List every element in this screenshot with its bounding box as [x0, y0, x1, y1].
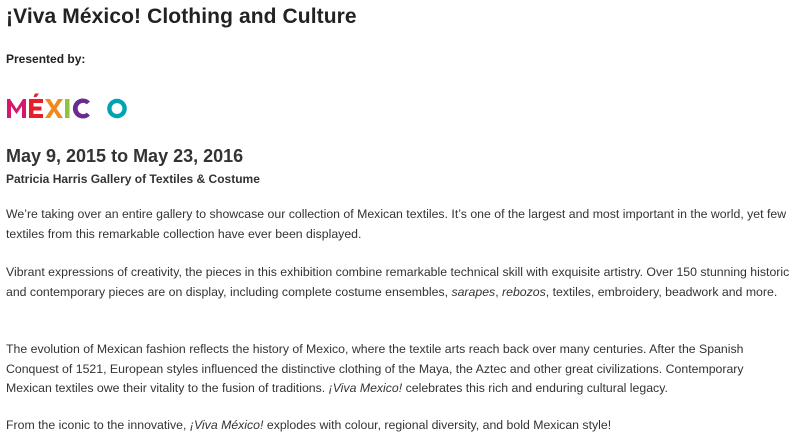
- exhibition-dates: May 9, 2015 to May 23, 2016: [6, 146, 244, 166]
- presented-by-label: Presented by:: [6, 52, 86, 66]
- logo-letter-m: [7, 99, 26, 118]
- description-text: Vibrant expressions of creativity, the pieces in this exhibition combine remarkable technical skill with exquisite artistry. Over 150 stunning historic and contemporary pieces are on display, including complete costume ensembles,: [6, 265, 790, 299]
- logo-letter-i: [65, 99, 70, 118]
- page-title: ¡Viva México! Clothing and Culture: [6, 5, 357, 28]
- sarapes-term: sarapes: [451, 284, 496, 299]
- exhibition-venue: Patricia Harris Gallery of Textiles & Costume: [6, 172, 260, 186]
- logo-letter-o: [109, 101, 124, 116]
- mexico-tourism-logo[interactable]: [6, 92, 128, 120]
- viva-mexico-title-closing: ¡Viva México!: [189, 418, 264, 432]
- logo-letter-e: [29, 99, 43, 118]
- history-text: The evolution of Mexican fashion reflects the history of Mexico, where the textile arts reach back over many centuries. After the Spanish Conquest of 1521, European styles influenced the distinctive clothing of the Maya, the Aztec and other great civilizations. Contemporary Mexican textiles owe their vitality to the fusion of traditions.: [6, 342, 744, 395]
- closing-text: From the iconic to the innovative,: [6, 418, 190, 432]
- description-text-end: , textiles, embroidery, beadwork and more.: [545, 284, 778, 299]
- history-text-end: celebrates this rich and enduring cultural legacy.: [402, 381, 668, 395]
- rebozos-term: rebozos: [502, 284, 546, 299]
- intro-paragraph: We’re taking over an entire gallery to showcase our collection of Mexican textiles. It’s one of the largest and most important in the world, yet few textiles from this remarkable collection have ever been displayed.: [6, 207, 787, 241]
- history-paragraph: [6, 340, 792, 399]
- description-paragraph: [6, 263, 792, 302]
- closing-text-end: explodes with colour, regional diversity, and bold Mexican style!: [263, 418, 612, 432]
- separator-text: ,: [495, 284, 503, 299]
- logo-letter-x: [45, 99, 63, 118]
- logo-accent: [34, 94, 40, 98]
- viva-mexico-title: ¡Viva Mexico!: [328, 381, 403, 395]
- logo-letter-c: [73, 99, 90, 119]
- closing-paragraph: [6, 416, 792, 436]
